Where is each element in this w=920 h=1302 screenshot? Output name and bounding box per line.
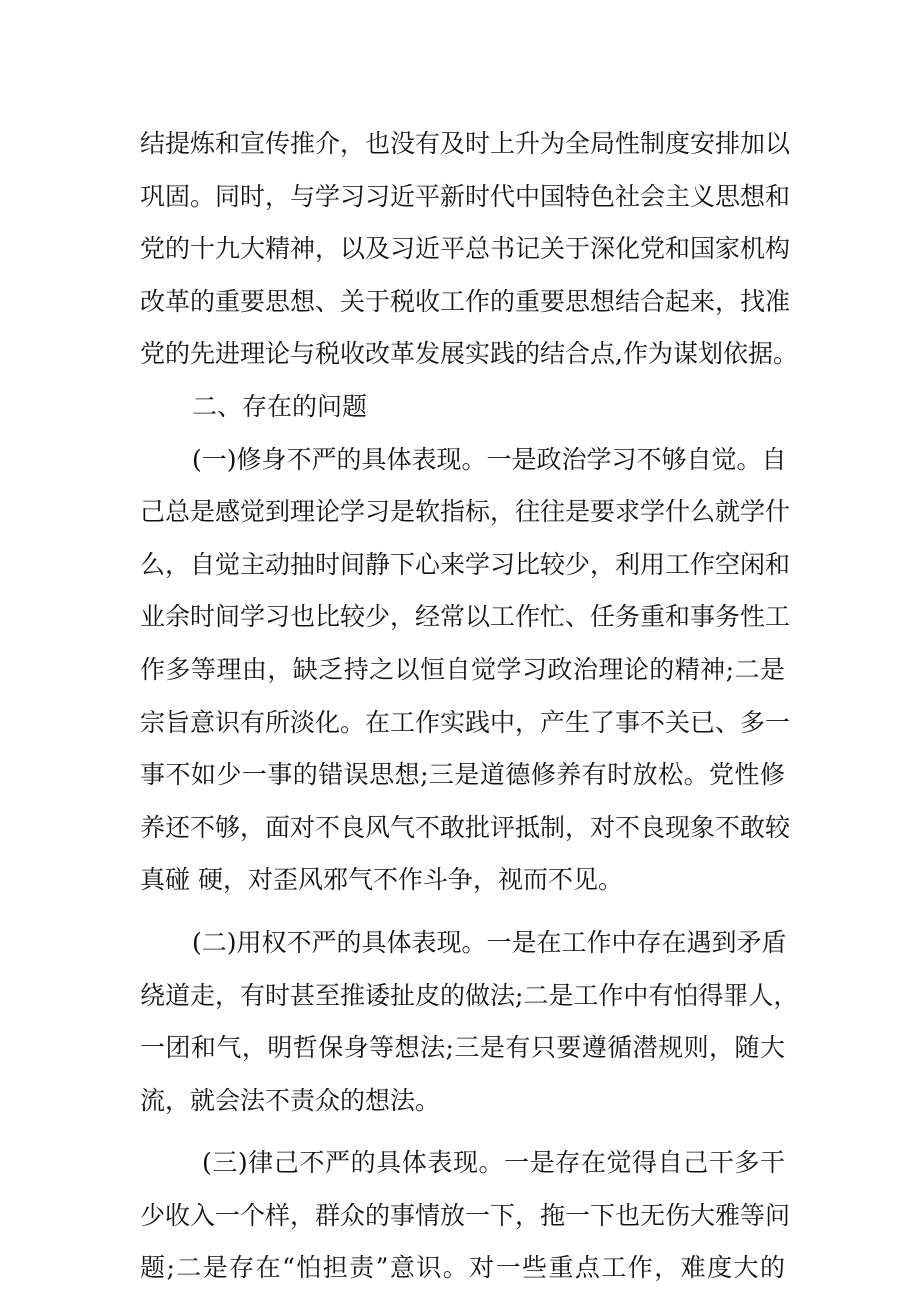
text-line: 养还不够，面对不良风气不敢批评抵制，对不良现象不敢较 [140,812,791,842]
paragraph-end: 流，就会法不责众的想法。 [140,1085,441,1115]
text-line: 作多等理由，缺乏持之以恒自觉学习政治理论的精神;二是 [140,654,785,684]
text-line: 结提炼和宣传推介，也没有及时上升为全局性制度安排加以 [140,129,791,158]
text-line: 宗旨意识有所淡化。在工作实践中，产生了事不关已、多一 [140,707,791,737]
text-line: 事不如少一事的错误思想;三是道德修养有时放松。党性修 [140,760,785,790]
paragraph-start: (一)修身不严的具体表现。一是政治学习不够自觉。自 [192,444,787,474]
text-line: 题;二是存在“怕担责”意识。对一些重点工作，难度大的 [140,1253,785,1283]
text-line: 绕道走，有时甚至推诿扯皮的做法;二是工作中有怕得罪人， [140,980,799,1010]
paragraph-start: (三)律己不严的具体表现。一是存在觉得自己干多干 [202,1148,785,1178]
text-line: 巩固。同时，与学习习近平新时代中国特色社会主义思想和 [140,181,791,211]
paragraph-start: (二)用权不严的具体表现。一是在工作中存在遇到矛盾 [192,927,787,957]
section-heading: 二、存在的问题 [192,391,368,421]
text-line: 少收入一个样，群众的事情放一下，拖一下也无伤大雅等问 [140,1200,791,1230]
text-line: 业余时间学习也比较少，经常以工作忙、任务重和事务性工 [140,602,791,632]
text-line: 么，自觉主动抽时间静下心来学习比较少，利用工作空闲和 [140,549,791,579]
text-line: 改革的重要思想、关于税收工作的重要思想结合起来，找准 [140,286,791,316]
paragraph-end: 真碰 硬，对歪风邪气不作斗争，视而不见。 [140,865,623,895]
text-line: 己总是感觉到理论学习是软指标，往往是要求学什么就学什 [140,497,791,527]
document-body [140,118,799,1295]
text-line: 党的十九大精神，以及习近平总书记关于深化党和国家机构 [140,234,791,264]
text-line: 一团和气，明哲保身等想法;三是有只要遵循潜规则，随大 [140,1033,785,1063]
text-line: 党的先进理论与税收改革发展实践的结合点,作为谋划依据。 [140,339,798,369]
